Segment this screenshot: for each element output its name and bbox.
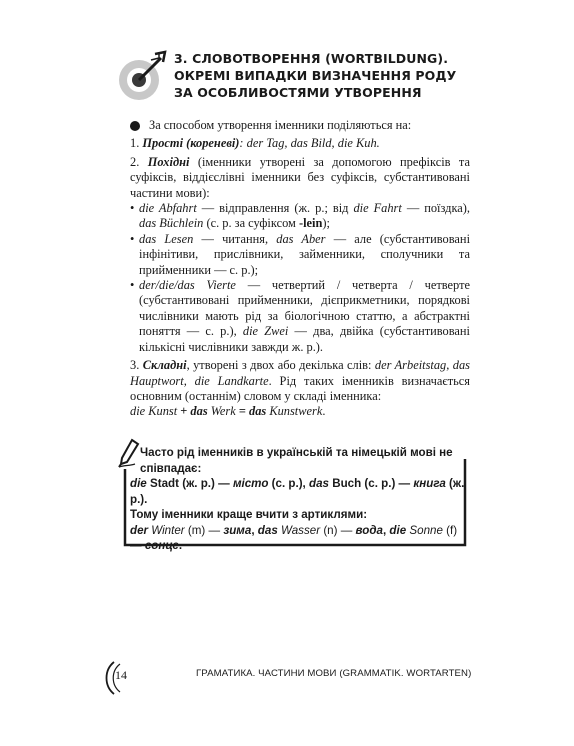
item-simple xyxy=(130,136,470,151)
gloss: , утворені з двох або декілька слів: xyxy=(186,358,375,373)
gloss: (m) — xyxy=(184,523,224,537)
ukrainian-word: місто xyxy=(232,477,269,490)
german-word: Kunstwerk xyxy=(266,404,323,419)
gloss: — два, двійка (субстантивовані кількісні числівники завжди ж. р.). xyxy=(139,324,470,354)
target-arrow-icon xyxy=(115,48,171,104)
punctuation: , xyxy=(251,523,258,537)
gloss: (f) — xyxy=(130,523,458,552)
article: das xyxy=(257,523,278,537)
gloss: (с. р.) — xyxy=(361,477,414,490)
derived-bullet-1 xyxy=(130,201,470,232)
gloss: — четвертий / четверта / четверте (субстантивовані прийменники, дієприкметники, порядкові числівники мають рід за біологічною статтю, а абстрактні поняття — с. р.), xyxy=(139,278,470,339)
german-word: Stadt xyxy=(146,477,179,490)
gloss: . Рід таких іменників визначається основним (останнім) словом у складі іменника: xyxy=(130,373,470,403)
section-title-line-1: 3. СЛОВОТВОРЕННЯ (WORTBILDUNG). xyxy=(174,51,449,66)
item-number: 2. xyxy=(130,154,140,169)
item-compound xyxy=(130,358,470,404)
german-word: Winter xyxy=(148,523,185,537)
german-word: das Büchlein xyxy=(139,216,204,231)
ukrainian-word: сонце xyxy=(144,539,179,552)
item-number: 1. xyxy=(130,136,140,151)
german-word: der/die/das Vierte xyxy=(139,278,236,293)
gloss: (ж. р.) — xyxy=(178,477,233,490)
german-word: die Fahrt xyxy=(353,201,402,216)
note-example-2 xyxy=(130,523,468,554)
derived-bullet-2 xyxy=(130,232,470,278)
article: das xyxy=(190,404,208,419)
section-title-line-2: ОКРЕМІ ВИПАДКИ ВИЗНАЧЕННЯ РОДУ xyxy=(174,68,457,83)
compound-formula xyxy=(130,404,470,419)
german-word: die Abfahrt xyxy=(139,201,197,216)
term-compound: Складні xyxy=(142,358,187,373)
intro-text: За способом утворення іменники поділяються на: xyxy=(149,118,412,132)
item-derived-text: (іменники утворені за допомогою префіксів та суфіксів, віддієслівні іменники без суфіксів, субстантивовані частини мови): xyxy=(130,154,470,200)
gloss: — поїздка), xyxy=(401,201,470,216)
suffix: -lein xyxy=(298,216,323,231)
gloss: (n) — xyxy=(320,523,356,537)
german-word: der Arbeitstag, das Hauptwort, die Landkarte xyxy=(130,358,470,388)
section-body xyxy=(130,118,470,420)
punctuation: , xyxy=(382,523,390,537)
gloss: ); xyxy=(322,216,330,231)
equals-sign: = xyxy=(235,404,250,419)
article: der xyxy=(130,523,149,537)
german-word: Sonne xyxy=(406,523,443,537)
ukrainian-word: вода xyxy=(355,523,383,537)
derived-bullet-3 xyxy=(130,278,470,355)
note-line-3: Тому іменники краще вчити з артиклями: xyxy=(130,508,368,521)
item-simple-text: : der Tag, das Bild, die Kuh. xyxy=(239,136,380,151)
punctuation: . xyxy=(178,539,183,552)
section-title-line-3: ЗА ОСОБЛИВОСТЯМИ УТВОРЕННЯ xyxy=(174,85,422,100)
article: die xyxy=(130,477,147,490)
german-word: die Zwei xyxy=(242,324,289,339)
german-word: das Aber xyxy=(276,231,326,246)
gloss: — але (субстантивовані інфінітиви, прислівники, займенники, сполучники та прийменники — с. р.); xyxy=(139,231,471,277)
page-number: 14 xyxy=(115,668,127,682)
note-example-1 xyxy=(130,476,468,507)
item-number: 3. xyxy=(130,358,140,373)
article: das xyxy=(309,477,329,490)
article: das xyxy=(249,404,267,419)
bullet-dot-icon xyxy=(130,121,140,131)
intro-paragraph xyxy=(130,118,470,133)
article: die xyxy=(389,523,407,537)
german-word: die Kunst xyxy=(130,404,178,419)
note-box xyxy=(130,445,468,554)
german-word: Buch xyxy=(328,477,362,490)
term-derived: Похідні xyxy=(147,154,190,169)
gloss: — читання, xyxy=(193,231,277,246)
gloss: (с. р. за суфіксом xyxy=(203,216,299,231)
german-word: Wasser xyxy=(277,523,321,537)
ukrainian-word: зима xyxy=(223,523,252,537)
german-word: das Lesen xyxy=(139,231,194,246)
gloss: — відправлення (ж. р.; від xyxy=(196,201,354,216)
section-title xyxy=(174,50,504,101)
punctuation: . xyxy=(322,404,326,419)
running-title: ГРАМАТИКА. ЧАСТИНИ МОВИ (GRAMMATIK. WORTARTEN) xyxy=(196,668,472,679)
gloss: (ж. р.). xyxy=(130,477,465,506)
term-simple: Прості (кореневі) xyxy=(142,136,240,151)
gloss: (с. р.), xyxy=(268,477,309,490)
ukrainian-word: книга xyxy=(413,477,446,490)
plus-sign: + xyxy=(177,404,191,419)
german-word: Werk xyxy=(207,404,236,419)
item-derived xyxy=(130,155,470,201)
note-line-1: Часто рід іменників в українській та німецькій мові не співпадає: xyxy=(140,446,453,475)
